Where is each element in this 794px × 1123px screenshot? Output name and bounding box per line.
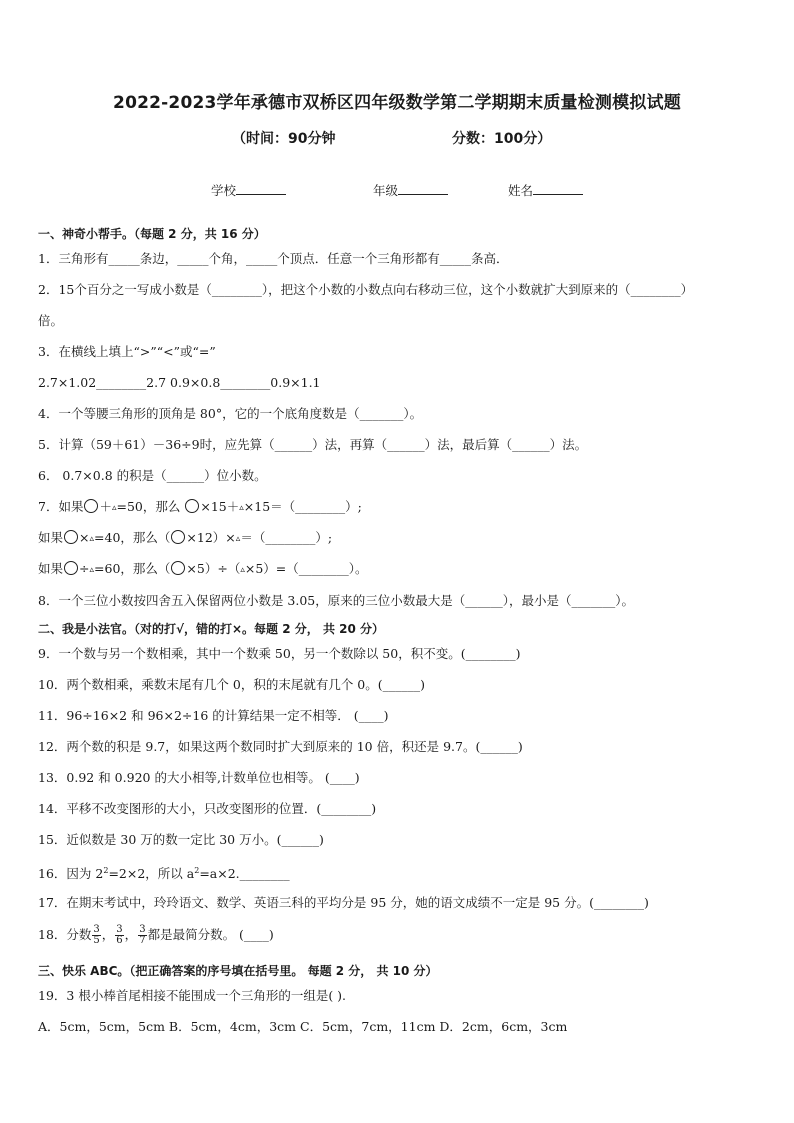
- section-2-heading: 二、我是小法官。（对的打√，错的打×。每题 2 分， 共 20 分）: [38, 622, 384, 636]
- section-1-heading: 一、神奇小帮手。（每题 2 分，共 16 分）: [38, 227, 266, 241]
- q7b-text4: ＝（________）;: [240, 530, 333, 545]
- numerator: 3: [139, 924, 146, 935]
- question-19: 19．3 根小棒首尾相接不能围成一个三角形的一组是( ).: [38, 988, 347, 1003]
- q7c-text2: =60，那么（: [94, 561, 171, 576]
- section-3-heading: 三、快乐 ABC。（把正确答案的序号填在括号里。 每题 2 分， 共 10 分）: [38, 964, 438, 978]
- circle-icon: [64, 561, 78, 575]
- question-13: 13．0.92 和 0.920 的大小相等,计数单位也相等。 (____): [38, 770, 360, 785]
- question-8: 8．一个三位小数按四舍五入保留两位小数是 3.05，原来的三位小数最大是（______），最小是（_______）。: [38, 593, 635, 608]
- name-field[interactable]: [508, 181, 583, 199]
- question-1: 1．三角形有_____条边，_____个角，_____个顶点．任意一个三角形都有_____条高．: [38, 251, 509, 266]
- q7c-op: ÷: [79, 561, 90, 576]
- numerator: 3: [116, 924, 123, 935]
- q7c-text4: ×5）=（________）。: [244, 561, 368, 576]
- school-field[interactable]: [211, 181, 286, 199]
- circle-icon: [171, 561, 185, 575]
- q18-text: 18．分数: [38, 927, 92, 942]
- q7c-text: 如果: [38, 561, 64, 576]
- circle-icon: [64, 530, 78, 544]
- circle-icon: [84, 499, 98, 513]
- circle-icon: [185, 499, 199, 513]
- question-12: 12．两个数的积是 9.7，如果这两个数同时扩大到原来的 10 倍，积还是 9.7。(______): [38, 739, 523, 754]
- question-11: 11．96÷16×2 和 96×2÷16 的计算结果一定不相等． (____): [38, 708, 389, 723]
- triangle-icon: ▵: [111, 503, 117, 513]
- q16-text: 16．因为 2: [38, 866, 104, 882]
- q7c-text3: ×5）÷（: [186, 561, 241, 576]
- time-limit: （时间：90分钟: [232, 131, 336, 147]
- q18-text2: 都是最简分数。 (____): [147, 927, 274, 942]
- denominator: 6: [116, 935, 123, 946]
- school-label: 学校: [211, 183, 237, 198]
- circle-icon: [171, 530, 185, 544]
- denominator: 7: [139, 935, 146, 946]
- q16-superscript: 2: [103, 866, 109, 875]
- fraction: [115, 925, 123, 946]
- grade-field[interactable]: [373, 181, 448, 199]
- question-17: 17．在期末考试中，玲玲语文、数学、英语三科的平均分是 95 分，她的语文成绩不一定是 95 分。(________): [38, 895, 649, 910]
- triangle-icon: ▵: [239, 503, 244, 513]
- question-3: 3．在横线上填上“>”“<”或“=”: [38, 344, 216, 359]
- question-7a: [38, 499, 362, 516]
- question-4: 4．一个等腰三角形的顶角是 80°，它的一个底角度数是（_______）。: [38, 406, 423, 421]
- question-19-options: A．5cm，5cm，5cm B．5cm，4cm，3cm C．5cm，7cm，11cm D．2cm，6cm，3cm: [38, 1019, 568, 1034]
- q16-text3: =a×2.________: [199, 866, 290, 882]
- q7a-text3: ×15＋: [200, 499, 240, 514]
- question-18: [38, 925, 274, 946]
- name-label: 姓名: [508, 183, 534, 198]
- q7a-text4: ×15＝（________）;: [243, 499, 362, 514]
- q7b-op: ×: [79, 530, 90, 545]
- question-2: 2．15个百分之一写成小数是（________），把这个小数的小数点向右移动三位，这个小数就扩大到原来的（________）: [38, 282, 694, 297]
- triangle-icon: ▵: [240, 565, 245, 575]
- fraction: [138, 925, 146, 946]
- q16-superscript: 2: [194, 866, 200, 875]
- separator: ，: [101, 927, 115, 942]
- question-16: [38, 863, 290, 882]
- triangle-icon: ▵: [89, 534, 95, 544]
- question-5: 5．计算（59＋61）－36÷9时，应先算（______）法，再算（______）法，最后算（______）法。: [38, 437, 588, 452]
- triangle-icon: ▵: [89, 565, 95, 575]
- q7b-text3: ×12）×: [186, 530, 236, 545]
- separator: ，: [124, 927, 138, 942]
- q7b-text2: =40，那么（: [94, 530, 171, 545]
- q16-text2: =2×2，所以 a: [108, 866, 195, 882]
- q7a-op: ＋: [99, 499, 112, 514]
- total-score: 分数：100分）: [452, 131, 552, 147]
- grade-label: 年级: [373, 183, 399, 198]
- question-6: 6． 0.7×0.8 的积是（______）位小数。: [38, 468, 267, 483]
- exam-title: 2022-2023学年承德市双桥区四年级数学第二学期期末质量检测模拟试题: [113, 93, 681, 113]
- question-7b: [38, 530, 332, 547]
- question-15: 15．近似数是 30 万的数一定比 30 万小。(______): [38, 832, 324, 847]
- question-14: 14．平移不改变图形的大小，只改变图形的位置．(________): [38, 801, 377, 816]
- question-2-cont: 倍。: [38, 313, 64, 328]
- question-3-items: 2.7×1.02________2.7 0.9×0.8________0.9×1.1: [38, 375, 321, 390]
- triangle-icon: ▵: [235, 534, 241, 544]
- question-9: 9．一个数与另一个数相乘，其中一个数乘 50，另一个数除以 50，积不变。(________): [38, 646, 521, 661]
- q7a-text: 7．如果: [38, 499, 84, 514]
- question-10: 10．两个数相乘，乘数末尾有几个 0，积的末尾就有几个 0。(______): [38, 677, 426, 692]
- q7a-text2: =50，那么: [116, 499, 181, 514]
- denominator: 5: [93, 935, 100, 946]
- fraction: [92, 925, 100, 946]
- question-7c: [38, 561, 368, 578]
- numerator: 3: [93, 924, 100, 935]
- q7b-text: 如果: [38, 530, 64, 545]
